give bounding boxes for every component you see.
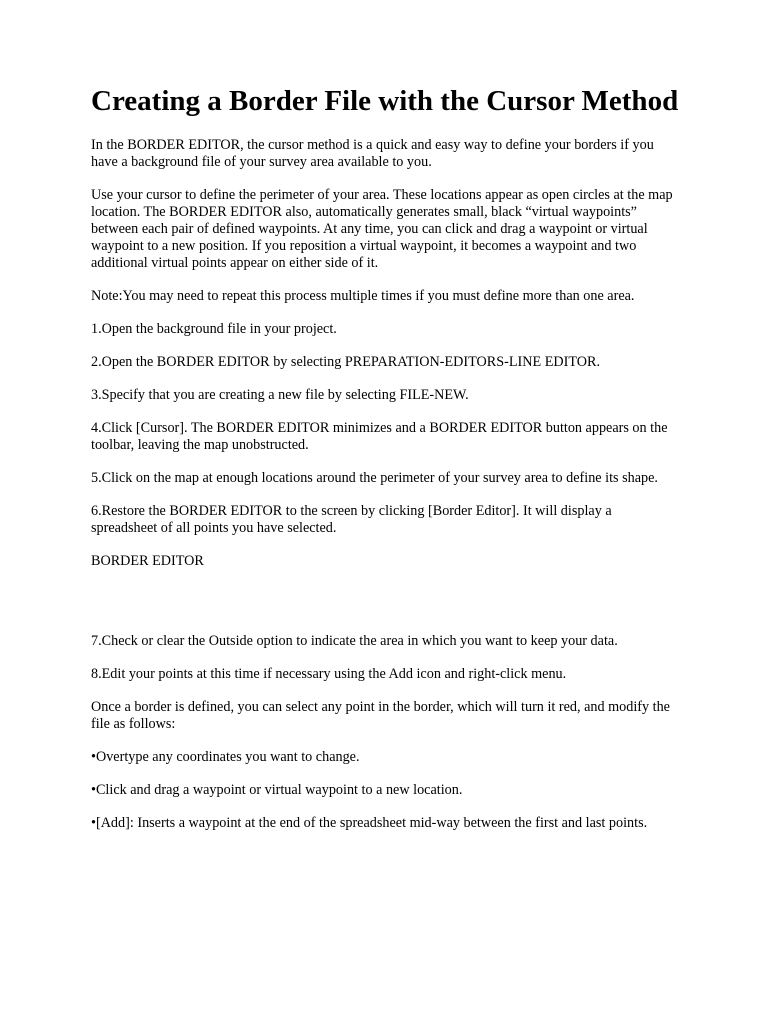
cursor-paragraph: Use your cursor to define the perimeter of your area. These locations appear as open circles at the map location. The BORDER EDITOR also, automatically generates small, black “virtual waypoints” between each pair of defined waypoints. At any time, you can click and drag a waypoint or virtual waypoint to a new position. If you reposition a virtual waypoint, it becomes a waypoint and two additional virtual points appear on either side of it. xyxy=(91,187,673,271)
step-4: 4.Click [Cursor]. The BORDER EDITOR minimizes and a BORDER EDITOR button appears on the toolbar, leaving the map unobstructed. xyxy=(91,420,668,453)
step-2: 2.Open the BORDER EDITOR by selecting PREPARATION-EDITORS-LINE EDITOR. xyxy=(91,354,601,370)
figure-placeholder xyxy=(91,586,681,633)
step-5: 5.Click on the map at enough locations around the perimeter of your survey area to define its shape. xyxy=(91,470,658,486)
step-3: 3.Specify that you are creating a new file by selecting FILE-NEW. xyxy=(91,387,469,403)
modify-paragraph: Once a border is defined, you can select any point in the border, which will turn it red, and modify the file as follows: xyxy=(91,699,670,732)
intro-paragraph: In the BORDER EDITOR, the cursor method is a quick and easy way to define your borders if you have a background file of your survey area available to you. xyxy=(91,137,654,170)
document-title: Creating a Border File with the Cursor Method xyxy=(91,85,679,117)
step-1: 1.Open the background file in your project. xyxy=(91,321,337,337)
step-6: 6.Restore the BORDER EDITOR to the screen by clicking [Border Editor]. It will display a spreadsheet of all points you have selected. xyxy=(91,503,612,536)
document-page xyxy=(91,85,681,848)
bullet-add: •[Add]: Inserts a waypoint at the end of the spreadsheet mid-way between the first and last points. xyxy=(91,815,648,831)
bullet-overtype: •Overtype any coordinates you want to change. xyxy=(91,749,360,765)
note-paragraph: Note:You may need to repeat this process multiple times if you must define more than one area. xyxy=(91,288,635,304)
figure-caption: BORDER EDITOR xyxy=(91,553,204,569)
bullet-drag: •Click and drag a waypoint or virtual waypoint to a new location. xyxy=(91,782,463,798)
step-8: 8.Edit your points at this time if necessary using the Add icon and right-click menu. xyxy=(91,666,567,682)
step-7: 7.Check or clear the Outside option to indicate the area in which you want to keep your data. xyxy=(91,633,618,649)
